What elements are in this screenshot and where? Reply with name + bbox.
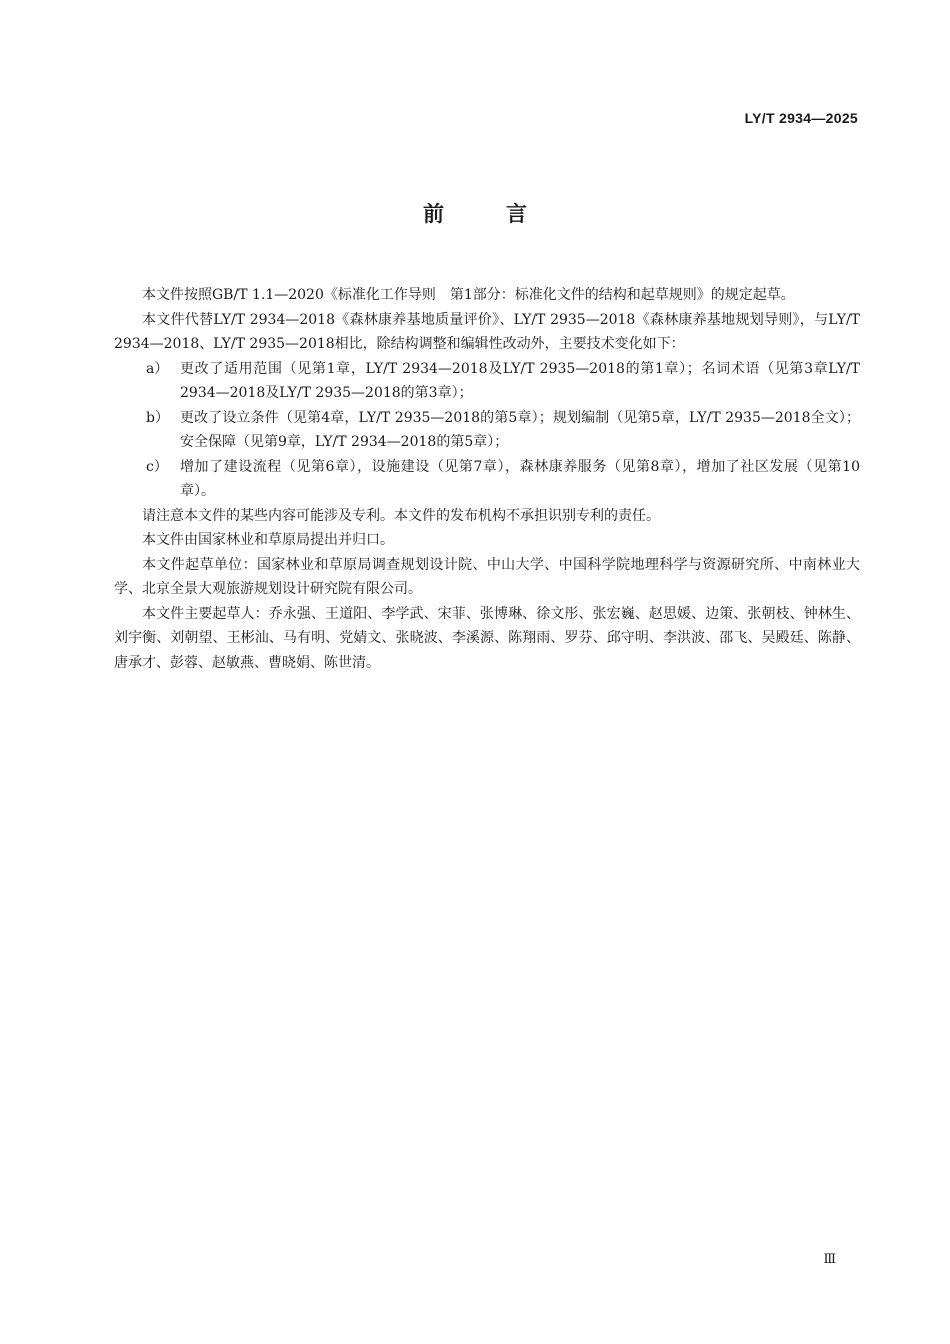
- list-item-text: 更改了设立条件（见第4章，LY/T 2935—2018的第5章）；规划编制（见第5章，LY/T 2935—2018全文）；安全保障（见第9章，LY/T 2934—2018的第5章）；: [180, 409, 860, 450]
- page-title: 前言: [423, 202, 589, 226]
- paragraph-replacement: 本文件代替LY/T 2934—2018《森林康养基地质量评价》、LY/T 2935—2018《森林康养基地规划导则》，与LY/T 2934—2018、LY/T 2935—2018相比，除结构调整和编辑性改动外，主要技术变化如下：: [114, 311, 860, 352]
- list-item-text: 增加了建设流程（见第6章），设施建设（见第7章），森林康养服务（见第8章），增加了社区发展（见第10章）。: [180, 458, 860, 499]
- changes-list: [114, 357, 860, 504]
- page-number: Ⅲ: [823, 1252, 836, 1267]
- paragraph-proposer: 本文件由国家林业和草原局提出并归口。: [142, 532, 394, 548]
- foreword-body: [114, 283, 860, 675]
- paragraph-patent-notice: 请注意本文件的某些内容可能涉及专利。本文件的发布机构不承担识别专利的责任。: [142, 507, 660, 524]
- paragraph-drafting-units: 本文件起草单位：国家林业和草原局调查规划设计院、中山大学、中国科学院地理科学与资源研究所、中南林业大学、北京全景大观旅游规划设计研究院有限公司。: [114, 556, 860, 597]
- list-marker: c）: [146, 458, 168, 475]
- paragraph-drafting-rules: 本文件按照GB/T 1.1—2020《标准化工作导则 第1部分：标准化文件的结构和起草规则》的规定起草。: [142, 287, 795, 303]
- list-marker: b）: [146, 409, 169, 426]
- list-item: [114, 406, 860, 455]
- list-marker: a）: [146, 360, 169, 377]
- paragraph-drafters: 本文件主要起草人：乔永强、王道阳、李学武、宋菲、张博琳、徐文彤、张宏巍、赵思媛、边策、张朝枝、钟林生、刘宇衡、刘朝望、王彬汕、马有明、党婧文、张晓波、李溪源、陈翔雨、罗芬、邱守明、李洪波、邵飞、吴殿廷、陈静、唐承才、彭蓉、赵敏燕、曹晓娟、陈世清。: [114, 605, 860, 671]
- list-item-text: 更改了适用范围（见第1章，LY/T 2934—2018及LY/T 2935—2018的第1章）；名词术语（见第3章LY/T 2934—2018及LY/T 2935—2018的第3章）；: [180, 360, 860, 401]
- standard-code: LY/T 2934—2025: [744, 110, 858, 126]
- list-item: [114, 357, 860, 406]
- list-item: [114, 455, 860, 504]
